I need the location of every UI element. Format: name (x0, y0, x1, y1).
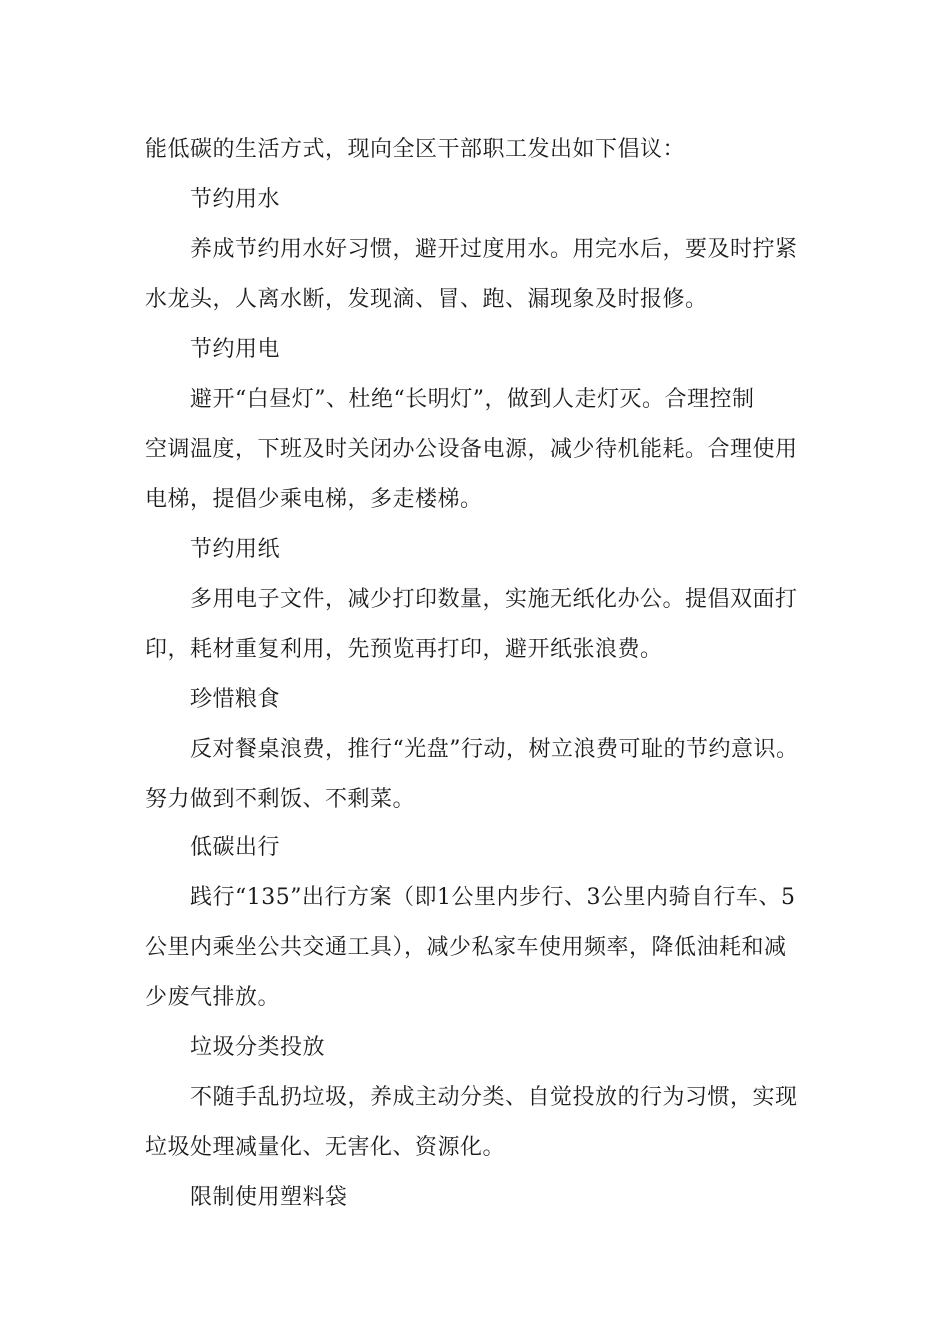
section-heading-food: 珍惜粮食 (190, 687, 281, 712)
paragraph-line: 践行“135”出行方案（即1公里内步行、3公里内骑自行车、5 (190, 885, 796, 910)
section-heading-electricity: 节约用电 (190, 337, 281, 362)
paragraph-line: 多用电子文件，减少打印数量，实施无纸化办公。提倡双面打 (190, 587, 798, 612)
section-heading-paper: 节约用纸 (190, 537, 281, 562)
paragraph-line: 垃圾处理减量化、无害化、资源化。 (145, 1135, 506, 1160)
paragraph-line: 水龙头，人离水断，发现滴、冒、跑、漏现象及时报修。 (145, 287, 708, 312)
section-heading-garbage-sorting: 垃圾分类投放 (190, 1035, 326, 1060)
paragraph-line: 空调温度，下班及时关闭办公设备电源，减少待机能耗。合理使用 (145, 437, 798, 462)
paragraph-line: 不随手乱扔垃圾，养成主动分类、自觉投放的行为习惯，实现 (190, 1085, 798, 1110)
paragraph-line: 养成节约用水好习惯，避开过度用水。用完水后，要及时拧紧 (190, 237, 798, 262)
paragraph-line: 能低碳的生活方式，现向全区干部职工发出如下倡议： (145, 137, 686, 162)
paragraph-line: 公里内乘坐公共交通工具），减少私家车使用频率，降低油耗和减 (145, 935, 787, 960)
paragraph-line: 少废气排放。 (145, 985, 281, 1010)
section-heading-plastic-bags: 限制使用塑料袋 (190, 1185, 348, 1210)
paragraph-line: 反对餐桌浪费，推行“光盘”行动，树立浪费可耻的节约意识。 (190, 737, 799, 762)
section-heading-low-carbon-travel: 低碳出行 (190, 835, 281, 860)
section-heading-water: 节约用水 (190, 187, 281, 212)
paragraph-line: 印，耗材重复利用，先预览再打印，避开纸张浪费。 (145, 637, 663, 662)
paragraph-line: 电梯，提倡少乘电梯，多走楼梯。 (145, 487, 483, 512)
paragraph-line: 避开“白昼灯”、杜绝“长明灯”，做到人走灯灭。合理控制 (190, 387, 755, 412)
paragraph-line: 努力做到不剩饭、不剩菜。 (145, 787, 416, 812)
